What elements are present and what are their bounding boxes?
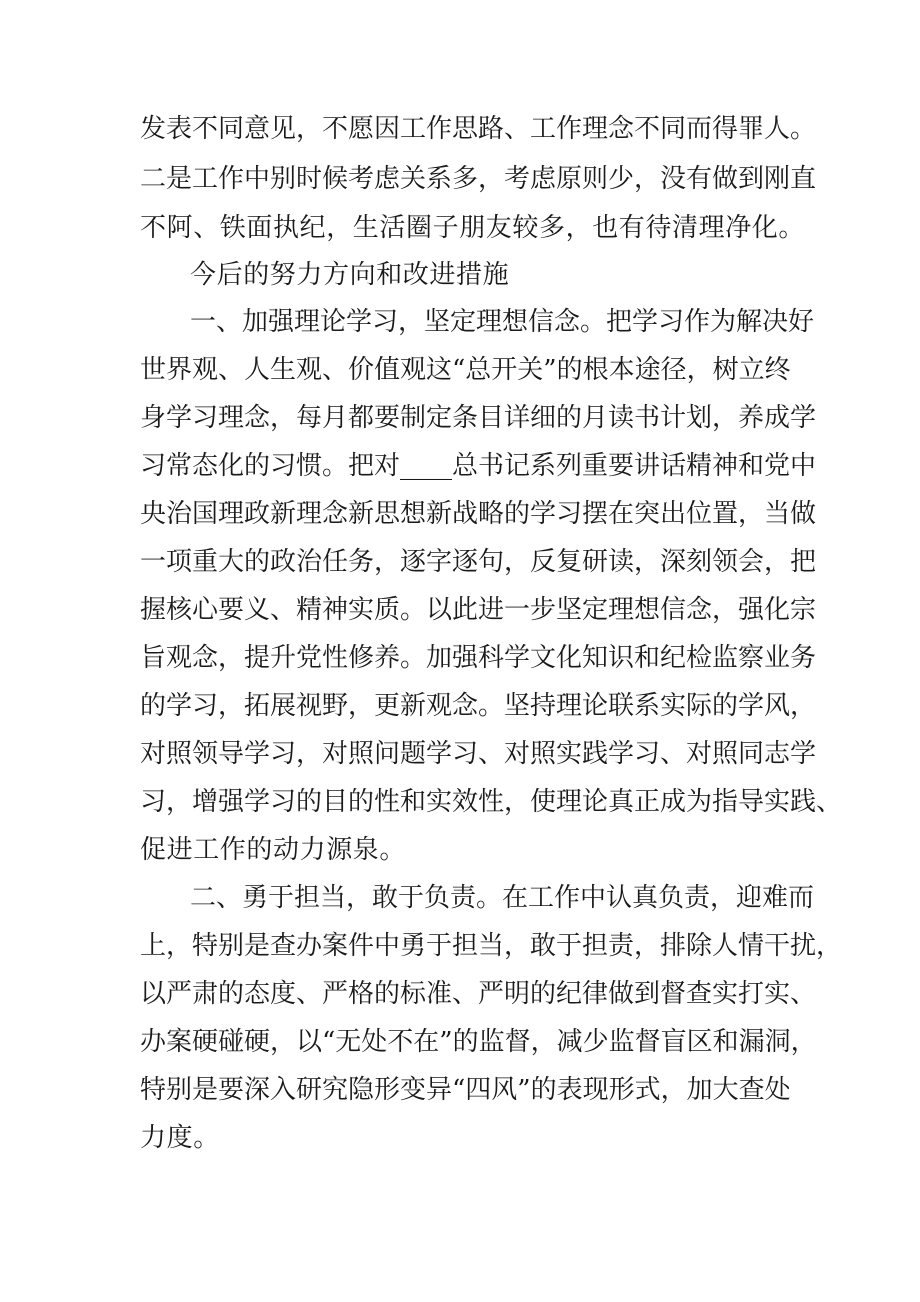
paragraph-2-line-4: 办案硬碰硬，以“无处不在”的监督，减少监督盲区和漏洞， (140, 1027, 817, 1057)
text-line-2: 二是工作中别时候考虑关系多，考虑原则少，没有做到刚直 (140, 164, 817, 194)
paragraph-2-line-5: 特别是要深入研究隐形变异“四风”的表现形式，加大查处 (140, 1075, 791, 1105)
paragraph-1-line-3: 身学习理念，每月都要制定条目详细的月读书计划，养成学 (140, 403, 817, 433)
paragraph-1-line-11: 习，增强学习的目的性和实效性，使理论真正成为指导实践、 (140, 787, 843, 817)
paragraph-2-line-1: 二、勇于担当，敢于负责。在工作中认真负责，迎难而 (190, 883, 815, 913)
text-line-1: 发表不同意见，不愿因工作思路、工作理念不同而得罪人。 (140, 114, 817, 144)
paragraph-1-line-9: 的学习，拓展视野，更新观念。坚持理论联系实际的学风， (140, 691, 817, 721)
paragraph-2-line-3: 以严肃的态度、严格的标准、严明的纪律做到督查实打实、 (140, 979, 817, 1009)
paragraph-2-line-6: 力度。 (140, 1123, 220, 1153)
paragraph-1-line-1: 一、加强理论学习，坚定理想信念。把学习作为解决好 (190, 307, 815, 337)
section-heading: 今后的努力方向和改进措施 (190, 260, 510, 290)
paragraph-1-line-4: 习常态化的习惯。把对____总书记系列重要讲话精神和党中 (140, 451, 817, 481)
paragraph-1-line-12: 促进工作的动力源泉。 (140, 835, 407, 865)
paragraph-1-line-2: 世界观、人生观、价值观这“总开关”的根本途径，树立终 (140, 355, 791, 385)
paragraph-1-line-6: 一项重大的政治任务，逐字逐句，反复研读，深刻领会，把 (140, 547, 817, 577)
paragraph-1-line-5: 央治国理政新理念新思想新战略的学习摆在突出位置，当做 (140, 499, 817, 529)
paragraph-1-line-7: 握核心要义、精神实质。以此进一步坚定理想信念，强化宗 (140, 595, 817, 625)
paragraph-1-line-10: 对照领导学习，对照问题学习、对照实践学习、对照同志学 (140, 739, 817, 769)
paragraph-2-line-2: 上，特别是查办案件中勇于担当，敢于担责，排除人情干扰， (140, 931, 843, 961)
paragraph-1-line-8: 旨观念，提升党性修养。加强科学文化知识和纪检监察业务 (140, 643, 817, 673)
text-line-3: 不阿、铁面执纪，生活圈子朋友较多，也有待清理净化。 (140, 213, 806, 243)
